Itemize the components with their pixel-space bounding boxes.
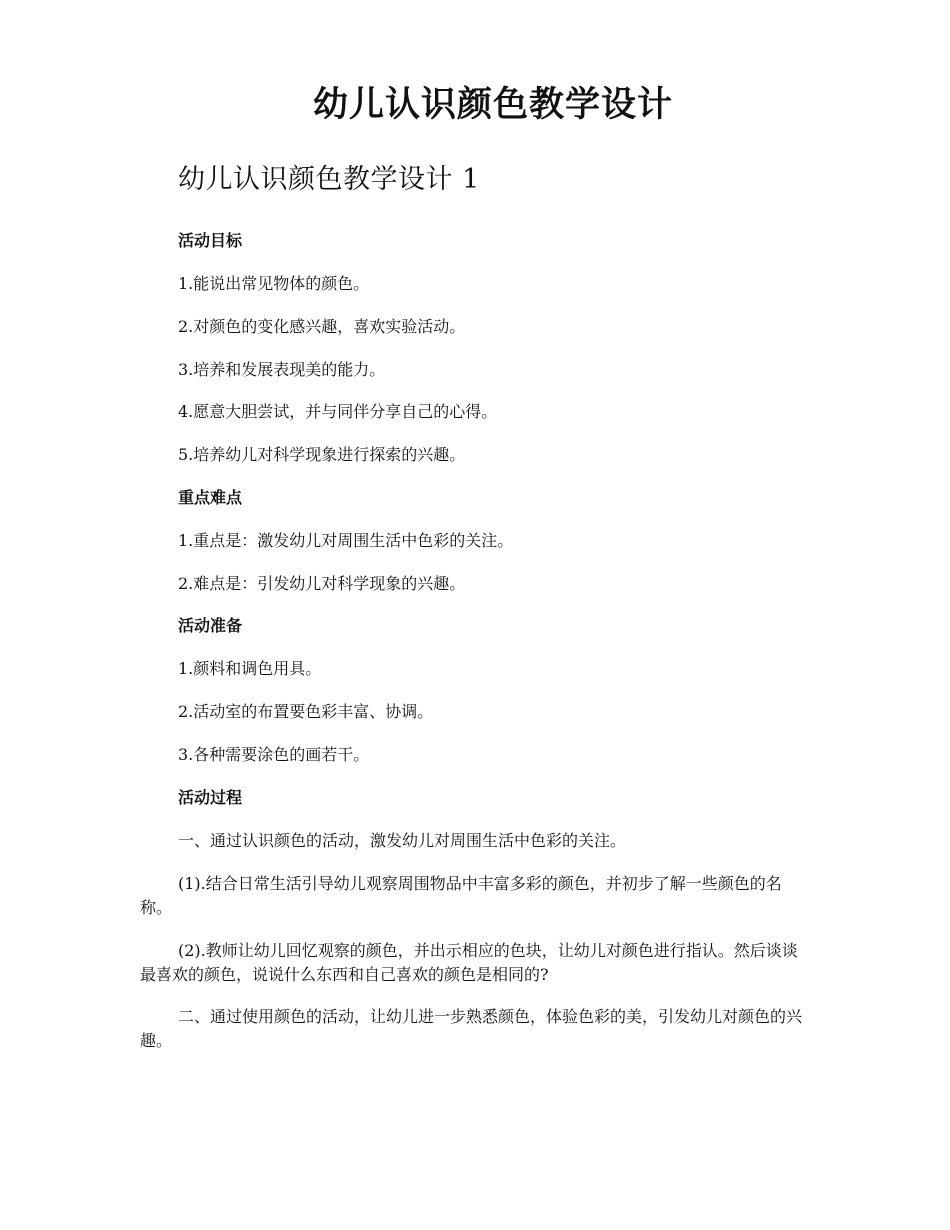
goal-item-4: 4.愿意大胆尝试，并与同伴分享自己的心得。 xyxy=(178,402,498,421)
goal-item-1: 1.能说出常见物体的颜色。 xyxy=(178,274,370,293)
goals-heading: 活动目标 xyxy=(178,231,243,250)
process-paragraph-4: 二、通过使用颜色的活动，让幼儿进一步熟悉颜色，体验色彩的美，引发幼儿对颜色的兴趣。 xyxy=(140,1007,803,1050)
preparation-item-2: 2.活动室的布置要色彩丰富、协调。 xyxy=(178,702,434,721)
goal-item-2: 2.对颜色的变化感兴趣，喜欢实验活动。 xyxy=(178,317,466,336)
section-title: 幼儿认识颜色教学设计 1 xyxy=(178,164,480,195)
goal-item-3: 3.培养和发展表现美的能力。 xyxy=(178,360,386,379)
document-title: 幼儿认识颜色教学设计 xyxy=(312,84,673,125)
process-paragraph-1: 一、通过认识颜色的活动，激发幼儿对周围生活中色彩的关注。 xyxy=(178,831,627,850)
key-point-item-1: 1.重点是：激发幼儿对周围生活中色彩的关注。 xyxy=(178,531,514,550)
preparation-heading: 活动准备 xyxy=(178,616,243,635)
key-point-item-2: 2.难点是：引发幼儿对科学现象的兴趣。 xyxy=(178,574,466,593)
process-paragraph-3: (2).教师让幼儿回忆观察的颜色，并出示相应的色块，让幼儿对颜色进行指认。然后谈谈最喜欢的颜色，说说什么东西和自己喜欢的颜色是相同的? xyxy=(140,941,798,984)
preparation-item-1: 1.颜料和调色用具。 xyxy=(178,659,322,678)
goal-item-5: 5.培养幼儿对科学现象进行探索的兴趣。 xyxy=(178,445,466,464)
process-paragraph-2: (1).结合日常生活引导幼儿观察周围物品中丰富多彩的颜色，并初步了解一些颜色的名称。 xyxy=(140,874,782,917)
key-points-heading: 重点难点 xyxy=(178,488,243,507)
preparation-item-3: 3.各种需要涂色的画若干。 xyxy=(178,745,370,764)
process-heading: 活动过程 xyxy=(178,788,243,807)
